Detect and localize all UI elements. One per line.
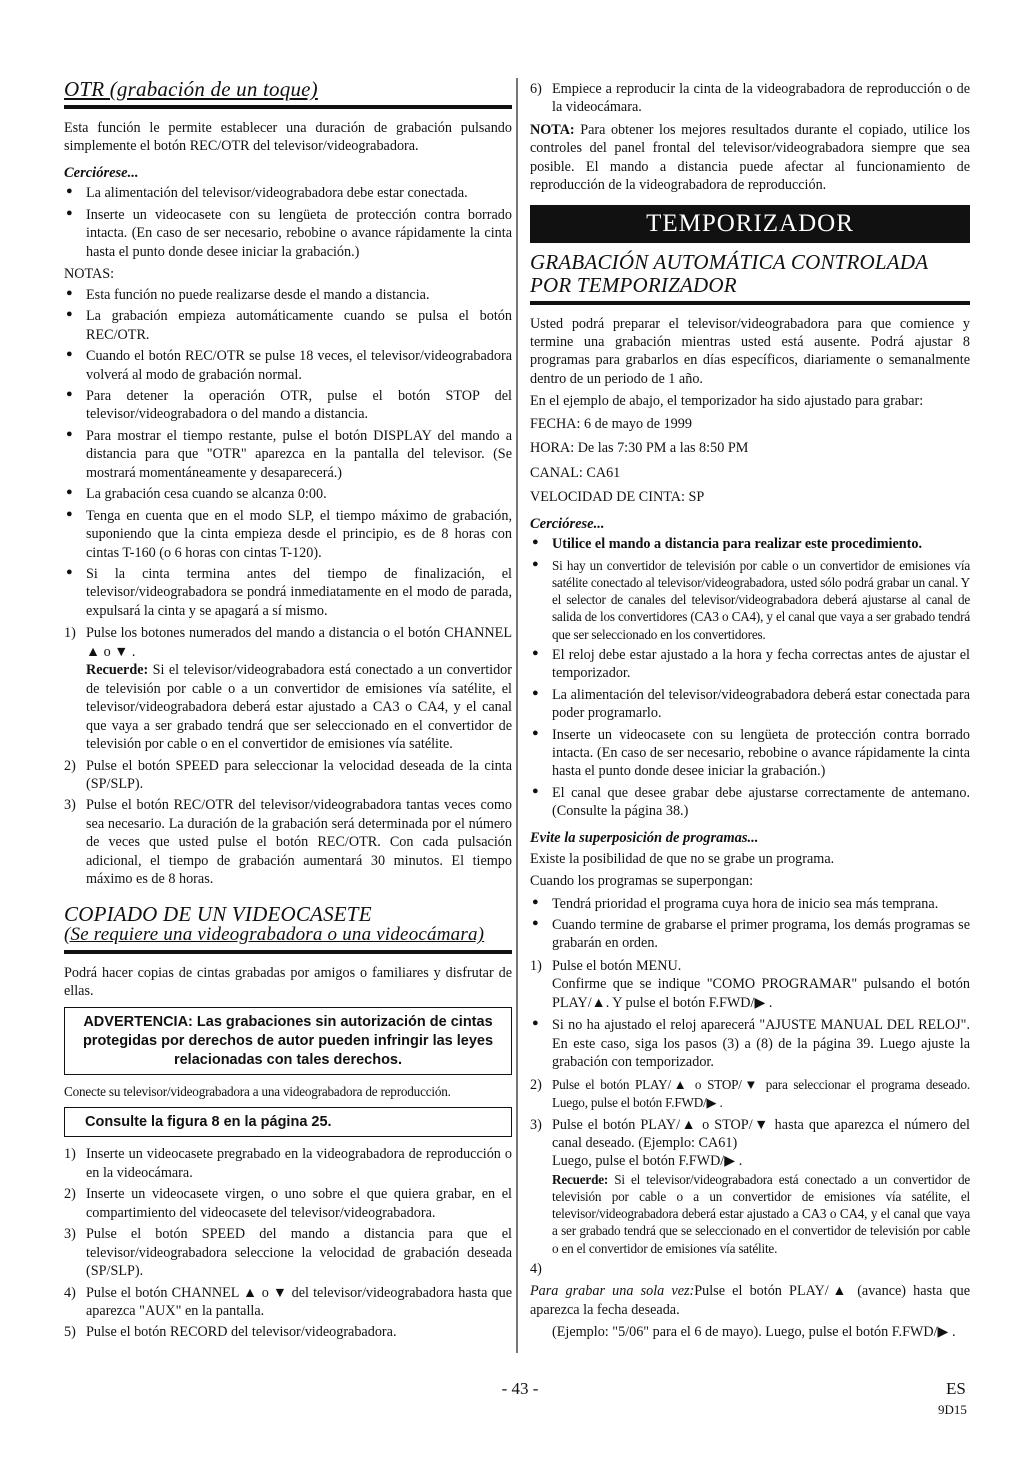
step4-text (530, 1282, 970, 1319)
list-item: ● Si la cinta termina antes del tiempo de finalización, el televisor/videograbadora se pondrá inmediatamente en el modo de parada, expulsará la cinta y se apagará a sí mismo. (64, 565, 512, 620)
step4-example: (Ejemplo: "5/06" para el 6 de mayo). Luego, pulse el botón F.FWD/▶ . (552, 1324, 956, 1341)
avoid-title: Evite la superposición de programas... (530, 829, 759, 846)
page-number: - 43 - (501, 1379, 539, 1398)
list-item: ● El canal que desee grabar debe ajustarse correctamente de antemano. (Consulte la página 38.) (530, 784, 970, 821)
step-text: Pulse el botón SPEED para seleccionar la velocidad deseada de la cinta (SP/SLP). (86, 757, 512, 793)
avoid-list (530, 895, 970, 953)
step-item (64, 1225, 512, 1280)
timer-steps-2 (530, 1076, 970, 1279)
nota-text: Para obtener los mejores resultados durante el copiado, utilice los controles del panel frontal del televisor/videograbadora siempre que sea posible. El mando a distancia puede afectar al funcionamiento de reproducción de la videograbadora de reproducción. (530, 121, 970, 194)
step-number: 2) (530, 1076, 542, 1093)
left-column (64, 72, 512, 1346)
step-number: 1) (64, 1146, 76, 1163)
list-item: ● El reloj debe estar ajustado a la hora y fecha correctas antes de ajustar el temporizador. (530, 646, 970, 683)
copiado-intro: Podrá hacer copias de cintas grabadas por amigos o familiares y disfrutar de ellas. (64, 964, 512, 1000)
step-text: Pulse el botón MENU. (552, 957, 682, 974)
otr-steps (64, 624, 512, 888)
step4-body: Pulse el botón PLAY/▲ (avance) hasta que aparezca la fecha deseada. (530, 1283, 970, 1318)
list-item: ● Para detener la operación OTR, pulse el botón STOP del televisor/videograbadora o del mando a distancia. (64, 387, 512, 424)
reference-box: Consulte la figura 8 en la página 25. (64, 1107, 512, 1138)
connect-text: Conecte su televisor/videograbadora a una videograbadora de reproducción. (64, 1084, 451, 1100)
list-item: ● La alimentación del televisor/videograbadora deberá estar conectada para poder programarlo. (530, 686, 970, 723)
otr-check-title: Cerciórese... (64, 164, 139, 181)
example-intro: En el ejemplo de abajo, el temporizador ha sido ajustado para grabar: (530, 393, 924, 410)
recuerde-label: Recuerde: (552, 1171, 609, 1187)
step-number: 3) (530, 1116, 542, 1133)
otr-check-list (64, 184, 512, 261)
timer-title-line1: GRABACIÓN AUTOMÁTICA CONTROLADA (530, 250, 929, 275)
step-item (64, 1185, 512, 1222)
list-item: ● Utilice el mando a distancia para realizar este procedimiento. (530, 535, 970, 553)
example-time: HORA: De las 7:30 PM a las 8:50 PM (530, 440, 749, 457)
language-code: ES (946, 1379, 966, 1398)
notas-label: NOTAS: (64, 266, 115, 283)
example-date: FECHA: 6 de mayo de 1999 (530, 415, 692, 432)
step-item (530, 957, 970, 1012)
recuerde-text: Si el televisor/videograbadora está conectado a un convertidor de televisión por cable o a un convertidor de emisiones vía satélite, el televisor/videograbadora deberá estar ajustado a CA3 o CA4, y el canal que vaya a ser grabado tendrá que se seleccionado en el convertidor de televisión por cable o en el convertidor de emisiones vía satélite. (552, 1171, 970, 1256)
step-text: Pulse el botón REC/OTR del televisor/videograbadora tantas veces como sea necesario. La duración de la grabación será determinada por el número de veces que usted pulse el botón REC/OTR. Con cada pulsación adicional, el tiempo de grabación aumentará 30 minutos. El tiempo máximo es de 8 horas. (86, 797, 512, 888)
list-item: ● Tenga en cuenta que en el modo SLP, el tiempo máximo de grabación, suponiendo que la cinta empieza desde el principio, es de 8 horas con cintas T-160 (o 6 horas con cintas T-120). (64, 507, 512, 562)
step-number: 2) (64, 757, 76, 774)
list-item: ● Inserte un videocasete con su lengüeta de protección contra borrado intacta. (En caso de ser necesario, rebobine o avance rápidamente la cinta hasta el punto donde desee iniciar la grabación.) (530, 726, 970, 781)
list-item: ● La grabación cesa cuando se alcanza 0:00. (64, 485, 512, 503)
step-item (530, 1076, 970, 1113)
list-item: ● Esta función no puede realizarse desde el mando a distancia. (64, 286, 512, 304)
step1-note (530, 1016, 970, 1071)
step-text: Inserte un videocasete virgen, o uno sobre el que quiera grabar, en el compartimiento del videocasete del televisor/videograbadora. (86, 1186, 512, 1221)
otr-intro: Esta función le permite establecer una duración de grabación pulsando simplemente el botón REC/OTR del televisor/videograbadora. (64, 119, 512, 155)
step-number: 4) (530, 1260, 542, 1277)
step-item (530, 1260, 970, 1278)
list-item: ● Inserte un videocasete con su lengüeta de protección contra borrado intacta. (En caso de ser necesario, rebobine o avance rápidamente la cinta hasta el punto donde desee iniciar la grabación.) (64, 206, 512, 261)
recuerde-label: Recuerde: (86, 662, 149, 679)
timer-check-list (530, 535, 970, 820)
step-number: 4) (64, 1284, 76, 1301)
step-item (64, 1145, 512, 1182)
right-column (530, 80, 970, 1345)
step4-label: Para grabar una sola vez: (530, 1283, 695, 1300)
nota-paragraph (530, 121, 970, 195)
list-item: ● La alimentación del televisor/videograbadora debe estar conectada. (64, 184, 512, 202)
notas-list (64, 286, 512, 621)
timer-intro: Usted podrá preparar el televisor/videograbadora para que comience y termine una grabación mientras usted está ausente. Podrá ajustar 8 programas para grabarlos en días específicos, diariamente o semanalmente dentro de un periodo de 1 año. (530, 315, 970, 387)
step-text: Pulse el botón PLAY/▲ o STOP/▼ hasta que aparezca el número del canal deseado. (Ejemplo: CA61) (552, 1116, 970, 1151)
title-rule (64, 950, 512, 954)
warning-box: ADVERTENCIA: Las grabaciones sin autorización de cintas protegidas por derechos de autor pueden infringir las leyes relacionadas con tales derechos. (64, 1007, 512, 1076)
list-item: ● Si hay un convertidor de televisión por cable o un convertidor de emisiones vía satélite conectado al televisor/videograbadora, usted sólo podrá grabar un canal. Y el selector de canales del televisor/videograbadora deberá ajustarse al canal de salida de los convertidores (CA3 o CA4), y el canal que vaya a ser grabado tendrá que ser seleccionado en los convertidores. (530, 557, 970, 643)
step-item (530, 80, 970, 117)
step-item (530, 1116, 970, 1257)
step-detail: Luego, pulse el botón F.FWD/▶ . (552, 1153, 743, 1170)
step-text: Pulse el botón CHANNEL ▲ o ▼ del televisor/videograbadora hasta que aparezca "AUX" en la pantalla. (86, 1284, 512, 1319)
step-number: 3) (64, 1226, 76, 1243)
step-number: 5) (64, 1324, 76, 1341)
timer-check-title: Cerciórese... (530, 515, 605, 532)
step-item (64, 757, 512, 794)
step-number: 3) (64, 797, 76, 814)
step-item (64, 1323, 512, 1341)
list-item: ● Cuando el botón REC/OTR se pulse 18 veces, el televisor/videograbadora volverá al modo de grabación normal. (64, 347, 512, 384)
step-text: Pulse el botón RECORD del televisor/videograbadora. (86, 1324, 397, 1341)
step-text: Empiece a reproducir la cinta de la videograbadora de reproducción o de la videocámara. (552, 81, 970, 116)
step-text: Pulse el botón SPEED del mando a distancia para que el televisor/videograbadora seleccione la velocidad de grabación deseada (SP/SLP). (86, 1226, 512, 1280)
step-item (64, 624, 512, 753)
step-detail: Confirme que se indique "COMO PROGRAMAR" pulsando el botón PLAY/▲. Y pulse el botón F.FWD/▶ . (552, 976, 970, 1011)
step-number: 2) (64, 1186, 76, 1203)
step-recuerde (552, 1171, 970, 1257)
otr-section-title: OTR (grabación de un toque) (64, 77, 318, 101)
list-item: ● Cuando termine de grabarse el primer programa, los demás programas se grabarán en orden. (530, 916, 970, 953)
example-channel: CANAL: CA61 (530, 464, 621, 481)
avoid-text-1: Existe la posibilidad de que no se grabe un programa. (530, 850, 835, 867)
list-item: ● Tendrá prioridad el programa cuya hora de inicio sea más temprana. (530, 895, 970, 913)
avoid-text-2: Cuando los programas se superpongan: (530, 873, 754, 890)
step-number: 1) (64, 625, 76, 642)
list-item: ● Si no ha ajustado el reloj aparecerá "AJUSTE MANUAL DEL RELOJ". En este caso, siga los pasos (3) a (8) de la página 39. Luego ajuste la grabación con temporizador. (530, 1016, 970, 1071)
recuerde-text: Si el televisor/videograbadora está conectado a un convertidor de televisión por cable o a un convertidor de emisiones vía satélite, el televisor/videograbadora deberá estar ajustado a CA3 o CA4, y el canal que vaya a ser grabado tendrá que ser seleccionado en el convertidor de televisión por cable o en el convertidor de emisiones vía satélite. (86, 662, 512, 753)
list-item: ● La grabación empieza automáticamente cuando se pulsa el botón REC/OTR. (64, 307, 512, 344)
example-speed: VELOCIDAD DE CINTA: SP (530, 489, 705, 506)
title-rule (530, 301, 970, 305)
step-number: 6) (530, 81, 542, 97)
timer-title-line2: POR TEMPORIZADOR (530, 272, 737, 297)
step-item (64, 796, 512, 888)
step-text: Inserte un videocasete pregrabado en la videograbadora de reproducción o en la videocámara. (86, 1146, 512, 1181)
document-code: 9D15 (938, 1402, 967, 1417)
copiado-section-title: COPIADO DE UN VIDEOCASETE (64, 901, 372, 926)
step-text: Pulse los botones numerados del mando a distancia o el botón CHANNEL ▲ o ▼ . (86, 625, 512, 660)
step-number: 1) (530, 957, 542, 974)
step-item (64, 1284, 512, 1321)
temporizador-banner: TEMPORIZADOR (530, 205, 970, 244)
list-item: ● Para mostrar el tiempo restante, pulse el botón DISPLAY del mando a distancia para que "OTR" aparezca en la pantalla del televisor. (Se mostrará momentáneamente y desaparecerá.) (64, 427, 512, 482)
timer-steps (530, 957, 970, 1012)
nota-label: NOTA: (530, 121, 575, 138)
title-rule (64, 105, 512, 109)
copiado-steps-continued (530, 80, 970, 117)
step-text: Pulse el botón PLAY/▲ o STOP/▼ para seleccionar el programa deseado. Luego, pulse el botón F.FWD/▶ . (552, 1076, 970, 1111)
column-divider (516, 78, 518, 1353)
copiado-steps (64, 1145, 512, 1342)
copiado-subtitle: (Se requiere una videograbadora o una videocámara) (64, 924, 485, 946)
